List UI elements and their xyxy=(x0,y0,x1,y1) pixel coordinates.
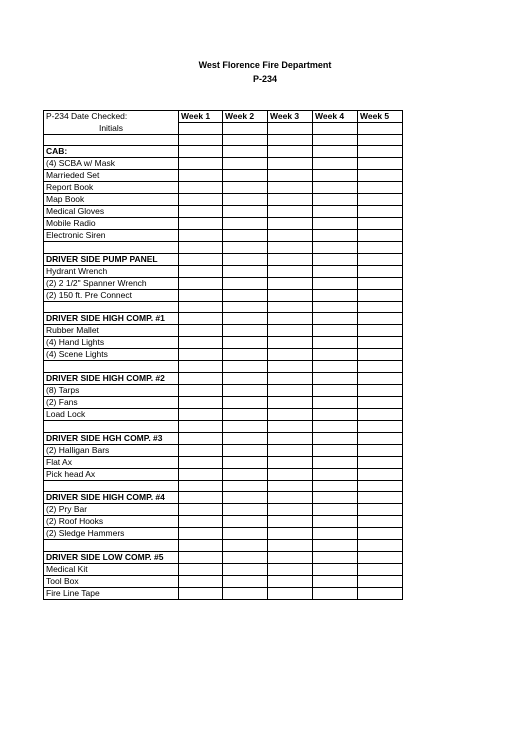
item-label: Medical Kit xyxy=(44,563,179,575)
item-label: Fire Line Tape xyxy=(44,587,179,599)
check-cell[interactable] xyxy=(223,325,268,337)
check-cell[interactable] xyxy=(223,337,268,349)
check-cell[interactable] xyxy=(179,408,223,420)
check-cell[interactable] xyxy=(179,396,223,408)
check-cell[interactable] xyxy=(358,575,403,587)
check-cell[interactable] xyxy=(223,313,268,325)
table-row xyxy=(44,504,403,516)
check-cell[interactable] xyxy=(313,182,358,194)
check-cell[interactable] xyxy=(223,123,268,135)
check-cell[interactable] xyxy=(268,194,313,206)
check-cell[interactable] xyxy=(268,492,313,504)
check-cell[interactable] xyxy=(268,170,313,182)
check-cell[interactable] xyxy=(223,408,268,420)
check-cell[interactable] xyxy=(313,170,358,182)
check-cell[interactable] xyxy=(313,587,358,599)
check-cell[interactable] xyxy=(223,575,268,587)
check-cell[interactable] xyxy=(179,325,223,337)
week-header: Week 2 xyxy=(223,111,268,123)
item-label: (2) 150 ft. Pre Connect xyxy=(44,289,179,301)
check-cell[interactable] xyxy=(223,396,268,408)
check-cell[interactable] xyxy=(268,230,313,242)
blank-cell xyxy=(44,420,179,432)
check-cell[interactable] xyxy=(223,444,268,456)
item-label: Electronic Siren xyxy=(44,230,179,242)
check-cell[interactable] xyxy=(179,468,223,480)
check-cell[interactable] xyxy=(313,277,358,289)
check-cell[interactable] xyxy=(179,123,223,135)
check-cell[interactable] xyxy=(223,504,268,516)
check-cell[interactable] xyxy=(313,361,358,373)
section-header-row xyxy=(44,492,403,504)
table-row xyxy=(44,575,403,587)
check-cell[interactable] xyxy=(358,456,403,468)
table-row xyxy=(44,349,403,361)
table-row xyxy=(44,396,403,408)
check-cell[interactable] xyxy=(223,361,268,373)
check-cell[interactable] xyxy=(313,146,358,158)
check-cell[interactable] xyxy=(358,468,403,480)
blank-cell xyxy=(44,242,179,254)
table-row xyxy=(44,194,403,206)
check-cell[interactable] xyxy=(313,289,358,301)
check-cell[interactable] xyxy=(223,146,268,158)
table-row xyxy=(44,277,403,289)
check-cell[interactable] xyxy=(268,563,313,575)
check-cell[interactable] xyxy=(313,265,358,277)
item-label: Mobile Radio xyxy=(44,218,179,230)
blank-row xyxy=(44,301,403,313)
item-label: Rubber Mallet xyxy=(44,325,179,337)
check-cell[interactable] xyxy=(358,325,403,337)
check-cell[interactable] xyxy=(268,265,313,277)
check-cell[interactable] xyxy=(268,384,313,396)
check-cell[interactable] xyxy=(268,134,313,146)
item-label: (2) Halligan Bars xyxy=(44,444,179,456)
check-cell[interactable] xyxy=(358,158,403,170)
check-cell[interactable] xyxy=(179,372,223,384)
checklist-table xyxy=(43,110,403,600)
blank-cell xyxy=(44,301,179,313)
table-row xyxy=(44,170,403,182)
date-checked-label: P-234 Date Checked: xyxy=(44,111,179,123)
check-cell[interactable] xyxy=(179,456,223,468)
check-cell[interactable] xyxy=(223,182,268,194)
check-cell[interactable] xyxy=(268,361,313,373)
check-cell[interactable] xyxy=(358,123,403,135)
check-cell[interactable] xyxy=(313,563,358,575)
check-cell[interactable] xyxy=(358,372,403,384)
check-cell[interactable] xyxy=(358,182,403,194)
check-cell[interactable] xyxy=(179,206,223,218)
table-row xyxy=(44,158,403,170)
check-cell[interactable] xyxy=(179,146,223,158)
check-cell[interactable] xyxy=(223,206,268,218)
check-cell[interactable] xyxy=(268,528,313,540)
check-cell[interactable] xyxy=(313,408,358,420)
check-cell[interactable] xyxy=(268,372,313,384)
check-cell[interactable] xyxy=(223,158,268,170)
check-cell[interactable] xyxy=(268,480,313,492)
check-cell[interactable] xyxy=(358,361,403,373)
initials-row xyxy=(44,123,403,135)
table-row xyxy=(44,468,403,480)
check-cell[interactable] xyxy=(268,349,313,361)
check-cell[interactable] xyxy=(268,253,313,265)
check-cell[interactable] xyxy=(223,540,268,552)
check-cell[interactable] xyxy=(223,587,268,599)
check-cell[interactable] xyxy=(358,528,403,540)
check-cell[interactable] xyxy=(179,301,223,313)
blank-row xyxy=(44,134,403,146)
check-cell[interactable] xyxy=(268,182,313,194)
section-title: CAB: xyxy=(44,146,179,158)
check-cell[interactable] xyxy=(358,587,403,599)
check-cell[interactable] xyxy=(179,182,223,194)
check-cell[interactable] xyxy=(268,504,313,516)
item-label: (8) Tarps xyxy=(44,384,179,396)
check-cell[interactable] xyxy=(179,158,223,170)
section-header-row xyxy=(44,432,403,444)
check-cell[interactable] xyxy=(179,551,223,563)
item-label: Pick head Ax xyxy=(44,468,179,480)
check-cell[interactable] xyxy=(358,194,403,206)
check-cell[interactable] xyxy=(223,528,268,540)
check-cell[interactable] xyxy=(313,551,358,563)
check-cell[interactable] xyxy=(179,230,223,242)
check-cell[interactable] xyxy=(358,337,403,349)
item-label: (4) SCBA w/ Mask xyxy=(44,158,179,170)
week-header: Week 3 xyxy=(268,111,313,123)
item-label: Tool Box xyxy=(44,575,179,587)
check-cell[interactable] xyxy=(223,230,268,242)
check-cell[interactable] xyxy=(179,516,223,528)
check-cell[interactable] xyxy=(179,587,223,599)
check-cell[interactable] xyxy=(179,170,223,182)
page-subtitle: P-234 xyxy=(252,74,278,84)
table-row xyxy=(44,456,403,468)
check-cell[interactable] xyxy=(179,194,223,206)
check-cell[interactable] xyxy=(358,301,403,313)
check-cell[interactable] xyxy=(179,277,223,289)
blank-cell xyxy=(44,134,179,146)
check-cell[interactable] xyxy=(179,265,223,277)
check-cell[interactable] xyxy=(268,516,313,528)
check-cell[interactable] xyxy=(358,265,403,277)
check-cell[interactable] xyxy=(358,492,403,504)
check-cell[interactable] xyxy=(179,349,223,361)
check-cell[interactable] xyxy=(313,444,358,456)
check-cell[interactable] xyxy=(179,504,223,516)
initials-label: Initials xyxy=(44,123,179,135)
section-header-row xyxy=(44,313,403,325)
check-cell[interactable] xyxy=(358,563,403,575)
item-label: Hydrant Wrench xyxy=(44,265,179,277)
check-cell[interactable] xyxy=(313,456,358,468)
check-cell[interactable] xyxy=(358,480,403,492)
check-cell[interactable] xyxy=(268,218,313,230)
week-header: Week 5 xyxy=(358,111,403,123)
check-cell[interactable] xyxy=(179,432,223,444)
check-cell[interactable] xyxy=(179,480,223,492)
check-cell[interactable] xyxy=(268,337,313,349)
check-cell[interactable] xyxy=(223,253,268,265)
check-cell[interactable] xyxy=(268,432,313,444)
table-row xyxy=(44,230,403,242)
check-cell[interactable] xyxy=(223,265,268,277)
check-cell[interactable] xyxy=(313,301,358,313)
check-cell[interactable] xyxy=(313,194,358,206)
check-cell[interactable] xyxy=(358,206,403,218)
check-cell[interactable] xyxy=(358,277,403,289)
item-label: (2) Sledge Hammers xyxy=(44,528,179,540)
check-cell[interactable] xyxy=(268,456,313,468)
section-title: DRIVER SIDE HIGH COMP. #2 xyxy=(44,372,179,384)
section-header-row xyxy=(44,372,403,384)
check-cell[interactable] xyxy=(313,372,358,384)
check-cell[interactable] xyxy=(358,551,403,563)
check-cell[interactable] xyxy=(268,277,313,289)
check-cell[interactable] xyxy=(223,289,268,301)
check-cell[interactable] xyxy=(179,384,223,396)
check-cell[interactable] xyxy=(358,218,403,230)
item-label: (4) Scene Lights xyxy=(44,349,179,361)
check-cell[interactable] xyxy=(223,516,268,528)
check-cell[interactable] xyxy=(268,468,313,480)
blank-row xyxy=(44,420,403,432)
check-cell[interactable] xyxy=(179,528,223,540)
check-cell[interactable] xyxy=(358,408,403,420)
check-cell[interactable] xyxy=(179,361,223,373)
check-cell[interactable] xyxy=(268,575,313,587)
check-cell[interactable] xyxy=(313,230,358,242)
check-cell[interactable] xyxy=(313,540,358,552)
table-row xyxy=(44,408,403,420)
check-cell[interactable] xyxy=(223,218,268,230)
table-row xyxy=(44,384,403,396)
check-cell[interactable] xyxy=(179,337,223,349)
table-row xyxy=(44,444,403,456)
check-cell[interactable] xyxy=(313,337,358,349)
check-cell[interactable] xyxy=(313,396,358,408)
item-label: (2) Pry Bar xyxy=(44,504,179,516)
week-header: Week 4 xyxy=(313,111,358,123)
check-cell[interactable] xyxy=(223,456,268,468)
check-cell[interactable] xyxy=(223,480,268,492)
check-cell[interactable] xyxy=(223,301,268,313)
check-cell[interactable] xyxy=(313,528,358,540)
check-cell[interactable] xyxy=(268,408,313,420)
check-cell[interactable] xyxy=(268,301,313,313)
table-row xyxy=(44,218,403,230)
check-cell[interactable] xyxy=(268,540,313,552)
item-label: (2) Roof Hooks xyxy=(44,516,179,528)
check-cell[interactable] xyxy=(358,289,403,301)
section-title: DRIVER SIDE LOW COMP. #5 xyxy=(44,551,179,563)
check-cell[interactable] xyxy=(223,372,268,384)
check-cell[interactable] xyxy=(268,158,313,170)
check-cell[interactable] xyxy=(179,444,223,456)
check-cell[interactable] xyxy=(358,384,403,396)
check-cell[interactable] xyxy=(223,277,268,289)
blank-row xyxy=(44,361,403,373)
check-cell[interactable] xyxy=(268,146,313,158)
check-cell[interactable] xyxy=(313,325,358,337)
check-cell[interactable] xyxy=(268,587,313,599)
check-cell[interactable] xyxy=(313,242,358,254)
check-cell[interactable] xyxy=(358,504,403,516)
item-label: Report Book xyxy=(44,182,179,194)
check-cell[interactable] xyxy=(313,492,358,504)
check-cell[interactable] xyxy=(179,242,223,254)
check-cell[interactable] xyxy=(268,420,313,432)
check-cell[interactable] xyxy=(223,242,268,254)
item-label: Map Book xyxy=(44,194,179,206)
check-cell[interactable] xyxy=(179,575,223,587)
check-cell[interactable] xyxy=(268,313,313,325)
check-cell[interactable] xyxy=(268,123,313,135)
check-cell[interactable] xyxy=(223,432,268,444)
check-cell[interactable] xyxy=(358,146,403,158)
check-cell[interactable] xyxy=(313,575,358,587)
check-cell[interactable] xyxy=(268,242,313,254)
check-cell[interactable] xyxy=(268,289,313,301)
section-title: DRIVER SIDE HIGH COMP. #4 xyxy=(44,492,179,504)
table-row xyxy=(44,206,403,218)
check-cell[interactable] xyxy=(313,384,358,396)
check-cell[interactable] xyxy=(358,432,403,444)
section-title: DRIVER SIDE PUMP PANEL xyxy=(44,253,179,265)
item-label: Flat Ax xyxy=(44,456,179,468)
blank-cell xyxy=(44,480,179,492)
table-row xyxy=(44,325,403,337)
section-title: DRIVER SIDE HIGH COMP. #1 xyxy=(44,313,179,325)
check-cell[interactable] xyxy=(268,325,313,337)
check-cell[interactable] xyxy=(313,313,358,325)
table-row xyxy=(44,182,403,194)
check-cell[interactable] xyxy=(358,396,403,408)
table-row xyxy=(44,563,403,575)
check-cell[interactable] xyxy=(313,253,358,265)
section-header-row xyxy=(44,551,403,563)
check-cell[interactable] xyxy=(358,134,403,146)
check-cell[interactable] xyxy=(179,420,223,432)
check-cell[interactable] xyxy=(313,516,358,528)
check-cell[interactable] xyxy=(268,206,313,218)
check-cell[interactable] xyxy=(358,242,403,254)
check-cell[interactable] xyxy=(179,492,223,504)
blank-cell xyxy=(44,540,179,552)
week-header: Week 1 xyxy=(179,111,223,123)
check-cell[interactable] xyxy=(313,218,358,230)
check-cell[interactable] xyxy=(313,480,358,492)
check-cell[interactable] xyxy=(179,313,223,325)
header-row xyxy=(44,111,403,123)
section-header-row xyxy=(44,146,403,158)
check-cell[interactable] xyxy=(313,158,358,170)
check-cell[interactable] xyxy=(268,551,313,563)
check-cell[interactable] xyxy=(313,432,358,444)
item-label: (4) Hand Lights xyxy=(44,337,179,349)
blank-row xyxy=(44,480,403,492)
check-cell[interactable] xyxy=(313,206,358,218)
table-row xyxy=(44,265,403,277)
check-cell[interactable] xyxy=(313,134,358,146)
check-cell[interactable] xyxy=(358,444,403,456)
check-cell[interactable] xyxy=(223,492,268,504)
blank-row xyxy=(44,242,403,254)
table-row xyxy=(44,528,403,540)
check-cell[interactable] xyxy=(358,349,403,361)
item-label: (2) 2 1/2" Spanner Wrench xyxy=(44,277,179,289)
check-cell[interactable] xyxy=(223,349,268,361)
item-label: (2) Fans xyxy=(44,396,179,408)
table-row xyxy=(44,516,403,528)
section-title: DRIVER SIDE HGH COMP. #3 xyxy=(44,432,179,444)
table-row xyxy=(44,337,403,349)
table-row xyxy=(44,587,403,599)
check-cell[interactable] xyxy=(358,313,403,325)
check-cell[interactable] xyxy=(179,253,223,265)
check-cell[interactable] xyxy=(358,170,403,182)
check-cell[interactable] xyxy=(358,540,403,552)
check-cell[interactable] xyxy=(358,516,403,528)
check-cell[interactable] xyxy=(268,444,313,456)
item-label: Marrieded Set xyxy=(44,170,179,182)
check-cell[interactable] xyxy=(179,218,223,230)
check-cell[interactable] xyxy=(223,468,268,480)
check-cell[interactable] xyxy=(313,504,358,516)
item-label: Medical Gloves xyxy=(44,206,179,218)
page-title: West Florence Fire Department xyxy=(198,60,332,70)
check-cell[interactable] xyxy=(313,123,358,135)
check-cell[interactable] xyxy=(223,384,268,396)
check-cell[interactable] xyxy=(179,289,223,301)
check-cell[interactable] xyxy=(179,134,223,146)
check-cell[interactable] xyxy=(313,349,358,361)
check-cell[interactable] xyxy=(223,194,268,206)
check-cell[interactable] xyxy=(223,170,268,182)
check-cell[interactable] xyxy=(179,563,223,575)
check-cell[interactable] xyxy=(358,230,403,242)
check-cell[interactable] xyxy=(223,134,268,146)
check-cell[interactable] xyxy=(268,396,313,408)
check-cell[interactable] xyxy=(313,468,358,480)
check-cell[interactable] xyxy=(223,551,268,563)
check-cell[interactable] xyxy=(223,563,268,575)
check-cell[interactable] xyxy=(358,420,403,432)
item-label: Load Lock xyxy=(44,408,179,420)
blank-cell xyxy=(44,361,179,373)
check-cell[interactable] xyxy=(358,253,403,265)
section-header-row xyxy=(44,253,403,265)
blank-row xyxy=(44,540,403,552)
check-cell[interactable] xyxy=(313,420,358,432)
check-cell[interactable] xyxy=(179,540,223,552)
check-cell[interactable] xyxy=(223,420,268,432)
table-row xyxy=(44,289,403,301)
